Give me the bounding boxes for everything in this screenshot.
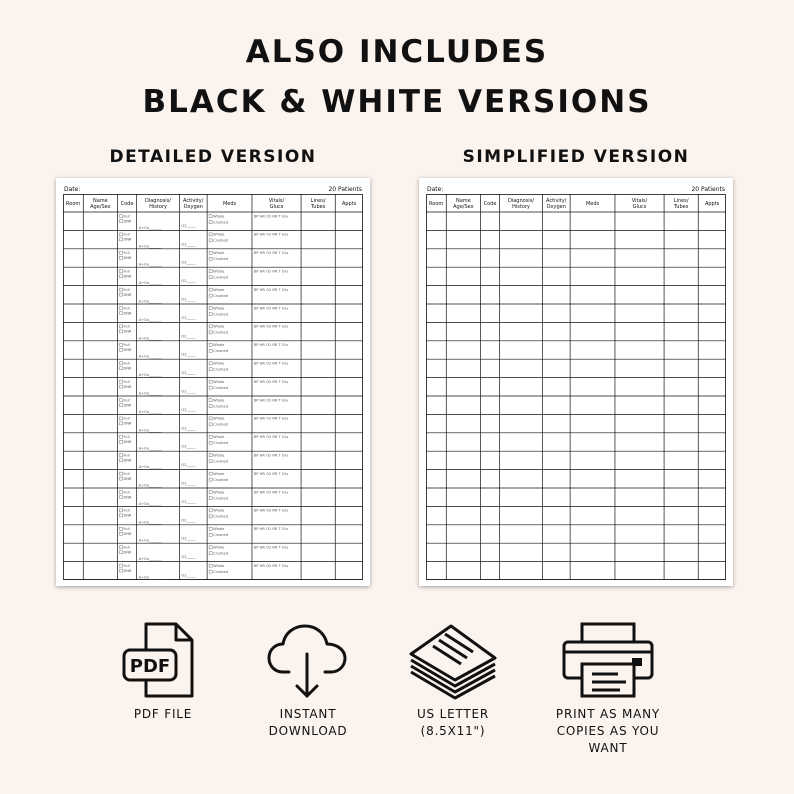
- simplified-version-label: SIMPLIFIED VERSION: [462, 147, 690, 167]
- meds-option-label: Whole: [213, 490, 225, 495]
- diagnosis-field: A+Ox_______: [138, 281, 162, 286]
- simplified-sheet-preview: [419, 178, 733, 586]
- code-option-label: DNR: [123, 568, 132, 573]
- diagnosis-field: A+Ox_______: [138, 520, 162, 525]
- code-checkbox: [119, 527, 122, 530]
- feature-caption: INSTANT DOWNLOAD: [268, 707, 348, 738]
- meds-option-label: Crushed: [213, 385, 229, 390]
- meds-option-label: Crushed: [213, 349, 229, 354]
- code-option-label: Full: [123, 435, 130, 440]
- meds-option-label: Whole: [213, 287, 225, 292]
- meds-option-label: Crushed: [213, 422, 229, 427]
- meds-option-label: Crushed: [213, 275, 229, 280]
- meds-checkbox: [209, 325, 212, 328]
- code-checkbox: [119, 330, 122, 333]
- meds-checkbox: [209, 399, 212, 402]
- sheet-date-label: Date:: [427, 186, 444, 193]
- code-checkbox: [119, 256, 122, 259]
- activity-field: O2_____: [181, 334, 196, 339]
- meds-option-label: Crushed: [213, 312, 229, 317]
- column-header: Vitals/ Glucs: [631, 198, 648, 210]
- vitals-field: BP HR O2 RR T Glu: [253, 324, 288, 329]
- vitals-field: BP HR O2 RR T Glu: [253, 471, 288, 476]
- meds-option-label: Whole: [213, 324, 225, 329]
- meds-checkbox: [209, 454, 212, 457]
- column-header: Name Age/Sex: [453, 198, 474, 210]
- printer-icon: [560, 620, 656, 700]
- meds-checkbox: [209, 435, 212, 438]
- meds-checkbox: [209, 570, 212, 573]
- vitals-field: BP HR O2 RR T Glu: [253, 379, 288, 384]
- code-option-label: DNR: [123, 348, 132, 353]
- code-option-label: Full: [123, 287, 130, 292]
- vitals-field: BP HR O2 RR T Glu: [253, 269, 288, 274]
- code-option-label: DNR: [123, 329, 132, 334]
- column-header: Vitals/ Glucs: [268, 198, 285, 210]
- cloud-download-icon: [265, 620, 351, 700]
- code-option-label: Full: [123, 545, 130, 550]
- code-checkbox: [119, 270, 122, 273]
- feature-caption: PDF FILE: [133, 707, 193, 721]
- meds-checkbox: [209, 515, 212, 518]
- code-option-label: DNR: [123, 292, 132, 297]
- code-checkbox: [119, 399, 122, 402]
- meds-checkbox: [209, 239, 212, 242]
- code-option-label: DNR: [123, 495, 132, 500]
- svg-text:PDF: PDF: [129, 656, 171, 677]
- vitals-field: BP HR O2 RR T Glu: [253, 416, 288, 421]
- vitals-field: BP HR O2 RR T Glu: [253, 361, 288, 366]
- meds-option-label: Whole: [213, 398, 225, 403]
- meds-option-label: Crushed: [213, 441, 229, 446]
- column-header: Room: [66, 201, 81, 207]
- code-option-label: DNR: [123, 384, 132, 389]
- code-checkbox: [119, 532, 122, 535]
- vitals-field: BP HR O2 RR T Glu: [253, 435, 288, 440]
- code-option-label: Full: [123, 306, 130, 311]
- vitals-field: BP HR O2 RR T Glu: [253, 398, 288, 403]
- meds-checkbox: [209, 233, 212, 236]
- vitals-field: BP HR O2 RR T Glu: [253, 527, 288, 532]
- code-option-label: DNR: [123, 513, 132, 518]
- code-option-label: DNR: [123, 274, 132, 279]
- diagnosis-field: A+Ox_______: [138, 465, 162, 470]
- code-option-label: DNR: [123, 440, 132, 445]
- column-header: Activity/ Oxygen: [546, 198, 567, 210]
- meds-checkbox: [209, 362, 212, 365]
- headline-line-2: BLACK & WHITE VERSIONS: [142, 84, 652, 120]
- meds-checkbox: [209, 552, 212, 555]
- meds-checkbox: [209, 460, 212, 463]
- meds-option-label: Crushed: [213, 257, 229, 262]
- meds-option-label: Whole: [213, 306, 225, 311]
- code-checkbox: [119, 551, 122, 554]
- diagnosis-field: A+Ox_______: [138, 557, 162, 562]
- meds-checkbox: [209, 509, 212, 512]
- meds-option-label: Whole: [213, 435, 225, 440]
- activity-field: O2_____: [181, 389, 196, 394]
- code-option-label: Full: [123, 269, 130, 274]
- code-checkbox: [119, 435, 122, 438]
- vitals-field: BP HR O2 RR T Glu: [253, 287, 288, 292]
- vitals-field: BP HR O2 RR T Glu: [253, 232, 288, 237]
- code-option-label: DNR: [123, 476, 132, 481]
- code-checkbox: [119, 251, 122, 254]
- diagnosis-field: A+Ox_______: [138, 225, 162, 230]
- code-checkbox: [119, 307, 122, 310]
- detailed-version-label: DETAILED VERSION: [109, 147, 317, 167]
- activity-field: O2_____: [181, 536, 196, 541]
- code-option-label: DNR: [123, 256, 132, 261]
- meds-checkbox: [209, 270, 212, 273]
- column-header: Name Age/Sex: [90, 198, 111, 210]
- vitals-field: BP HR O2 RR T Glu: [253, 453, 288, 458]
- activity-field: O2_____: [181, 260, 196, 265]
- diagnosis-field: A+Ox_______: [138, 317, 162, 322]
- column-header: Meds: [222, 201, 237, 207]
- code-checkbox: [119, 220, 122, 223]
- meds-checkbox: [209, 331, 212, 334]
- meds-checkbox: [209, 491, 212, 494]
- column-header: Code: [483, 201, 497, 207]
- code-checkbox: [119, 233, 122, 236]
- code-option-label: Full: [123, 398, 130, 403]
- diagnosis-field: A+Ox_______: [138, 501, 162, 506]
- meds-option-label: Crushed: [213, 569, 229, 574]
- diagnosis-field: A+Ox_______: [138, 354, 162, 359]
- code-option-label: Full: [123, 416, 130, 421]
- code-checkbox: [119, 459, 122, 462]
- feature-caption: PRINT AS MANY COPIES AS YOU WANT: [555, 707, 661, 755]
- headline-line-1: ALSO INCLUDES: [245, 34, 549, 70]
- vitals-field: BP HR O2 RR T Glu: [253, 214, 288, 219]
- activity-field: O2_____: [181, 279, 196, 284]
- meds-option-label: Crushed: [213, 293, 229, 298]
- code-option-label: DNR: [123, 421, 132, 426]
- meds-checkbox: [209, 497, 212, 500]
- code-checkbox: [119, 472, 122, 475]
- activity-field: O2_____: [181, 297, 196, 302]
- meds-option-label: Whole: [213, 563, 225, 568]
- meds-checkbox: [209, 257, 212, 260]
- diagnosis-field: A+Ox_______: [138, 336, 162, 341]
- meds-option-label: Whole: [213, 343, 225, 348]
- column-header: Room: [429, 201, 444, 207]
- feature-caption: US LETTER (8.5X11"): [416, 707, 490, 738]
- sheet-date-label: Date:: [64, 186, 81, 193]
- meds-checkbox: [209, 294, 212, 297]
- diagnosis-field: A+Ox_______: [138, 428, 162, 433]
- code-option-label: DNR: [123, 366, 132, 371]
- sheet-border: [427, 195, 726, 580]
- meds-option-label: Whole: [213, 232, 225, 237]
- meds-checkbox: [209, 472, 212, 475]
- meds-checkbox: [209, 533, 212, 536]
- activity-field: O2_____: [181, 481, 196, 486]
- meds-checkbox: [209, 349, 212, 352]
- activity-field: O2_____: [181, 352, 196, 357]
- simplified-sheet-grid: [426, 194, 726, 580]
- diagnosis-field: A+Ox_______: [138, 446, 162, 451]
- meds-option-label: Whole: [213, 416, 225, 421]
- diagnosis-field: A+Ox_______: [138, 575, 162, 580]
- activity-field: O2_____: [181, 407, 196, 412]
- feature-us-letter: [368, 620, 538, 740]
- meds-checkbox: [209, 276, 212, 279]
- meds-checkbox: [209, 368, 212, 371]
- paper-stack-icon: [405, 620, 501, 700]
- meds-option-label: Crushed: [213, 477, 229, 482]
- code-option-label: Full: [123, 232, 130, 237]
- diagnosis-field: A+Ox_______: [138, 409, 162, 414]
- code-option-label: DNR: [123, 219, 132, 224]
- meds-option-label: Crushed: [213, 551, 229, 556]
- diagnosis-field: A+Ox_______: [138, 299, 162, 304]
- code-checkbox: [119, 546, 122, 549]
- pdf-file-icon: [120, 620, 206, 700]
- detailed-sheet-grid: [63, 194, 363, 580]
- code-checkbox: [119, 422, 122, 425]
- column-header: Code: [120, 201, 134, 207]
- code-checkbox: [119, 238, 122, 241]
- vitals-field: BP HR O2 RR T Glu: [253, 251, 288, 256]
- code-option-label: Full: [123, 508, 130, 513]
- vitals-field: BP HR O2 RR T Glu: [253, 490, 288, 495]
- code-option-label: Full: [123, 379, 130, 384]
- code-option-label: DNR: [123, 311, 132, 316]
- code-option-label: Full: [123, 251, 130, 256]
- meds-option-label: Crushed: [213, 238, 229, 243]
- meds-option-label: Crushed: [213, 220, 229, 225]
- activity-field: O2_____: [181, 242, 196, 247]
- code-checkbox: [119, 417, 122, 420]
- code-checkbox: [119, 362, 122, 365]
- code-checkbox: [119, 380, 122, 383]
- meds-option-label: Crushed: [213, 533, 229, 538]
- code-checkbox: [119, 496, 122, 499]
- diagnosis-field: A+Ox_______: [138, 373, 162, 378]
- diagnosis-field: A+Ox_______: [138, 262, 162, 267]
- meds-option-label: Whole: [213, 269, 225, 274]
- code-checkbox: [119, 348, 122, 351]
- code-option-label: Full: [123, 214, 130, 219]
- meds-option-label: Whole: [213, 471, 225, 476]
- activity-field: O2_____: [181, 573, 196, 578]
- column-header: Diagnosis/ History: [508, 198, 534, 210]
- activity-field: O2_____: [181, 315, 196, 320]
- code-checkbox: [119, 514, 122, 517]
- activity-field: O2_____: [181, 371, 196, 376]
- meds-checkbox: [209, 313, 212, 316]
- column-header: Meds: [585, 201, 600, 207]
- code-option-label: Full: [123, 471, 130, 476]
- code-checkbox: [119, 343, 122, 346]
- code-option-label: Full: [123, 490, 130, 495]
- column-header: Appts: [704, 201, 720, 207]
- meds-option-label: Whole: [213, 527, 225, 532]
- column-header: Appts: [341, 201, 357, 207]
- code-checkbox: [119, 275, 122, 278]
- meds-option-label: Whole: [213, 361, 225, 366]
- vitals-field: BP HR O2 RR T Glu: [253, 343, 288, 348]
- code-option-label: DNR: [123, 403, 132, 408]
- meds-option-label: Whole: [213, 251, 225, 256]
- column-header: Lines/ Tubes: [673, 198, 689, 210]
- detailed-sheet-preview: [56, 178, 370, 586]
- code-option-label: DNR: [123, 237, 132, 242]
- meds-checkbox: [209, 417, 212, 420]
- vitals-field: BP HR O2 RR T Glu: [253, 306, 288, 311]
- code-option-label: Full: [123, 324, 130, 329]
- meds-option-label: Whole: [213, 453, 225, 458]
- diagnosis-field: A+Ox_______: [138, 538, 162, 543]
- sheet-patients-label: 20 Patients: [691, 186, 725, 193]
- code-checkbox: [119, 312, 122, 315]
- column-header: Diagnosis/ History: [145, 198, 171, 210]
- meds-checkbox: [209, 527, 212, 530]
- code-checkbox: [119, 564, 122, 567]
- code-checkbox: [119, 325, 122, 328]
- code-checkbox: [119, 404, 122, 407]
- activity-field: O2_____: [181, 499, 196, 504]
- activity-field: O2_____: [181, 444, 196, 449]
- code-option-label: Full: [123, 343, 130, 348]
- code-checkbox: [119, 293, 122, 296]
- meds-option-label: Whole: [213, 545, 225, 550]
- code-option-label: DNR: [123, 550, 132, 555]
- code-option-label: DNR: [123, 532, 132, 537]
- meds-option-label: Whole: [213, 508, 225, 513]
- vitals-field: BP HR O2 RR T Glu: [253, 563, 288, 568]
- meds-checkbox: [209, 478, 212, 481]
- meds-option-label: Crushed: [213, 404, 229, 409]
- code-option-label: Full: [123, 563, 130, 568]
- meds-checkbox: [209, 386, 212, 389]
- meds-option-label: Crushed: [213, 459, 229, 464]
- sheet-patients-label: 20 Patients: [328, 186, 362, 193]
- code-option-label: Full: [123, 453, 130, 458]
- meds-checkbox: [209, 221, 212, 224]
- meds-checkbox: [209, 405, 212, 408]
- vitals-field: BP HR O2 RR T Glu: [253, 545, 288, 550]
- activity-field: O2_____: [181, 463, 196, 468]
- meds-checkbox: [209, 441, 212, 444]
- meds-checkbox: [209, 423, 212, 426]
- code-checkbox: [119, 215, 122, 218]
- code-checkbox: [119, 491, 122, 494]
- diagnosis-field: A+Ox_______: [138, 391, 162, 396]
- activity-field: O2_____: [181, 223, 196, 228]
- code-option-label: Full: [123, 361, 130, 366]
- meds-checkbox: [209, 564, 212, 567]
- vitals-field: BP HR O2 RR T Glu: [253, 508, 288, 513]
- diagnosis-field: A+Ox_______: [138, 244, 162, 249]
- code-checkbox: [119, 509, 122, 512]
- meds-option-label: Crushed: [213, 367, 229, 372]
- meds-option-label: Whole: [213, 379, 225, 384]
- meds-checkbox: [209, 380, 212, 383]
- meds-option-label: Whole: [213, 214, 225, 219]
- meds-checkbox: [209, 215, 212, 218]
- activity-field: O2_____: [181, 518, 196, 523]
- meds-option-label: Crushed: [213, 496, 229, 501]
- activity-field: O2_____: [181, 555, 196, 560]
- column-header: Activity/ Oxygen: [183, 198, 204, 210]
- meds-checkbox: [209, 546, 212, 549]
- code-checkbox: [119, 454, 122, 457]
- code-checkbox: [119, 385, 122, 388]
- meds-option-label: Crushed: [213, 330, 229, 335]
- meds-checkbox: [209, 343, 212, 346]
- activity-field: O2_____: [181, 426, 196, 431]
- meds-option-label: Crushed: [213, 514, 229, 519]
- feature-print-copies: [523, 620, 693, 757]
- meds-checkbox: [209, 307, 212, 310]
- column-header: Lines/ Tubes: [310, 198, 326, 210]
- diagnosis-field: A+Ox_______: [138, 483, 162, 488]
- code-checkbox: [119, 440, 122, 443]
- code-checkbox: [119, 569, 122, 572]
- code-checkbox: [119, 367, 122, 370]
- code-option-label: DNR: [123, 458, 132, 463]
- code-checkbox: [119, 288, 122, 291]
- code-option-label: Full: [123, 527, 130, 532]
- meds-checkbox: [209, 288, 212, 291]
- meds-checkbox: [209, 251, 212, 254]
- code-checkbox: [119, 477, 122, 480]
